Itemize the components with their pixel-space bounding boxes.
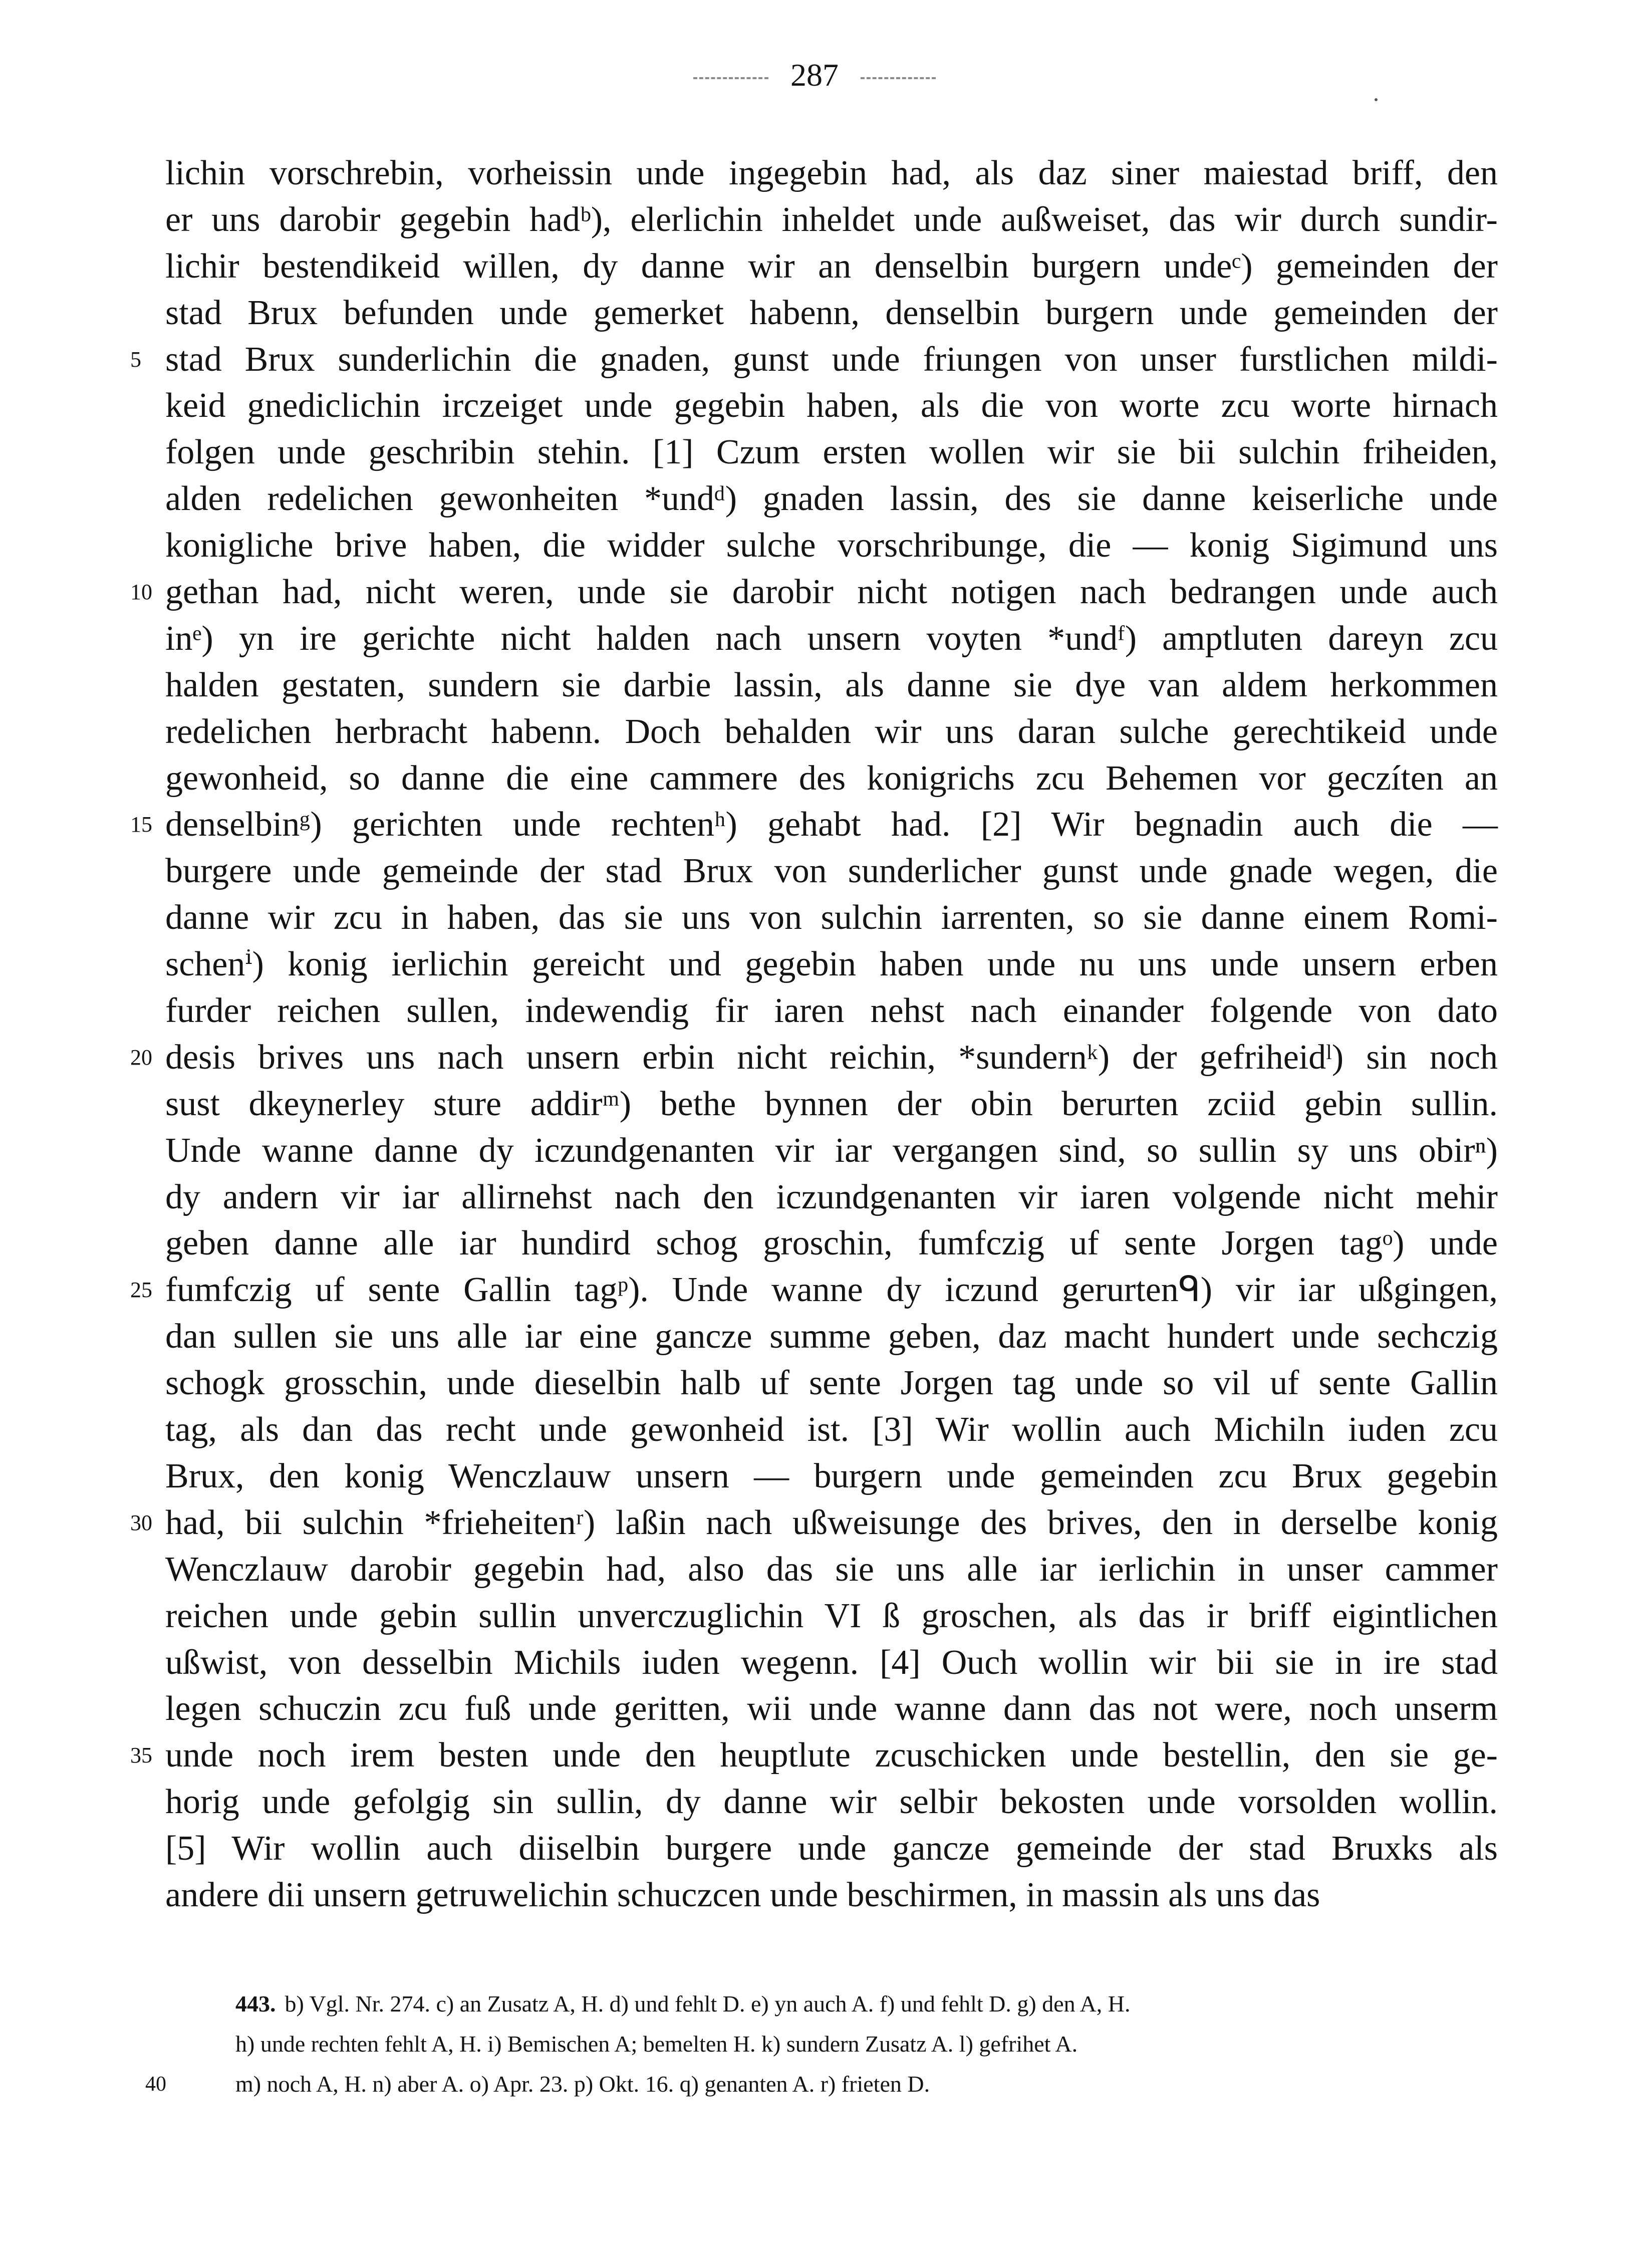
line-text: horig unde gefolgig sin sullin, dy danne wir selbir bekosten unde vorsolden wollin.: [165, 1783, 1498, 1822]
line-text: gewonheid, so danne die eine cammere des konigrichs zcu Behemen vor geczíten an: [165, 759, 1498, 798]
text-line: [165, 755, 1498, 802]
footnote-document-ref: 443.: [235, 1991, 276, 2017]
footnote-line: [235, 1984, 1498, 2024]
header-rule-left: [693, 77, 768, 79]
text-line: [165, 941, 1498, 988]
line-text: Brux, den konig Wenczlauw unsern — burgern unde gemeinden zcu Brux gegebin: [165, 1456, 1498, 1495]
line-text: burgere unde gemeinde der stad Brux von sunderlicher gunst unde gnade wegen, die: [165, 852, 1498, 891]
text-line: [165, 290, 1498, 337]
line-text: gethan had, nicht weren, unde sie darobir nicht notigen nach bedrangen unde auch: [165, 573, 1498, 612]
text-line: [130, 1267, 1498, 1314]
text-line: [165, 895, 1498, 941]
text-line: [165, 848, 1498, 895]
line-text: unde noch irem besten unde den heuptlute zcuschicken unde bestellin, den sie ge-: [165, 1736, 1498, 1775]
line-text: redelichen herbracht habenn. Doch behalden wir uns daran sulche gerechtikeid unde: [165, 712, 1498, 751]
line-text: had, bii sulchin *frieheitenʳ) laßin nach ußweisunge des brives, den in derselbe konig: [165, 1503, 1498, 1542]
line-text: legen schuczin zcu fuß unde geritten, wii unde wanne dann das not were, noch unserm: [165, 1689, 1498, 1728]
line-text: inᵉ) yn ire gerichte nicht halden nach unsern voyten *undᶠ) amptluten dareyn zcu: [165, 619, 1498, 658]
text-line: [165, 1407, 1498, 1453]
text-line: [165, 709, 1498, 755]
line-text: Unde wanne danne dy iczundgenanten vir iar vergangen sind, so sullin sy uns obirⁿ): [165, 1131, 1498, 1170]
text-line: [165, 616, 1498, 662]
page-number: 287: [790, 57, 839, 93]
text-line: [165, 383, 1498, 429]
line-number: 15: [130, 812, 152, 837]
text-line: [165, 1779, 1498, 1826]
line-text: ußwist, von desselbin Michils iuden wegenn. [4] Ouch wollin wir bii sie in ire stad: [165, 1643, 1498, 1682]
line-text: stad Brux befunden unde gemerket habenn, denselbin burgern unde gemeinden der: [165, 293, 1498, 332]
line-number: 5: [130, 347, 141, 372]
line-text: keid gnediclichin irczeiget unde gegebin haben, als die von worte zcu worte hirnach: [165, 386, 1498, 425]
line-text: dy andern vir iar allirnehst nach den iczundgenanten vir iaren volgende nicht mehir: [165, 1177, 1498, 1216]
text-line: [165, 150, 1498, 197]
line-text: lichin vorschrebin, vorheissin unde ingegebin had, als daz siner maiestad briff, den: [165, 154, 1498, 192]
footnote-line: [145, 2064, 1498, 2104]
text-line: [130, 1732, 1498, 1779]
footnote-line: [235, 2024, 1498, 2064]
line-text: furder reichen sullen, indewendig fir iaren nehst nach einander folgende von dato: [165, 991, 1498, 1031]
text-line: [165, 197, 1498, 243]
line-text: er uns darobir gegebin hadᵇ), elerlichin inheldet unde außweiset, das wir durch sundir-: [165, 200, 1498, 239]
line-text: reichen unde gebin sullin unverczuglichin VI ß groschen, als das ir briff eigintlichen: [165, 1596, 1498, 1635]
line-number: 10: [130, 580, 152, 605]
line-text: schenⁱ) konig ierlichin gereicht und gegebin haben unde nu uns unde unsern erben: [165, 945, 1498, 984]
line-text: geben danne alle iar hundird schog groschin, fumfczig uf sente Jorgen tagᵒ) unde: [165, 1224, 1498, 1263]
text-line: [165, 476, 1498, 523]
line-text: halden gestaten, sundern sie darbie lassin, als danne sie dye van aldem herkommen: [165, 665, 1498, 704]
line-number: 25: [130, 1278, 152, 1303]
text-line: [165, 988, 1498, 1035]
text-line: [165, 1872, 1498, 1919]
text-line: [130, 802, 1498, 848]
line-text: konigliche brive haben, die widder sulche vorschribunge, die — konig Sigimund uns: [165, 526, 1498, 565]
text-line: [165, 429, 1498, 476]
main-text: [130, 150, 1498, 1919]
line-text: Wenczlauw darobir gegebin had, also das sie uns alle iar ierlichin in unser cammer: [165, 1550, 1498, 1589]
text-line: [165, 1453, 1498, 1500]
line-text: andere dii unsern getruwelichin schuczcen unde beschirmen, in massin als uns das: [165, 1875, 1320, 1914]
text-line: [165, 523, 1498, 569]
footnote-line-number: 40: [145, 2073, 166, 2096]
line-number: 35: [130, 1743, 152, 1768]
text-line: [165, 1314, 1498, 1360]
footnote-text: b) Vgl. Nr. 274. c) an Zusatz A, H. d) und fehlt D. e) yn auch A. f) und fehlt D. g) den A, H.: [285, 1991, 1131, 2017]
text-line: [165, 1686, 1498, 1732]
line-number: 30: [130, 1510, 152, 1535]
page-header: [0, 59, 1629, 91]
line-text: lichir bestendikeid willen, dy danne wir an denselbin burgern undeᶜ) gemeinden der: [165, 246, 1498, 286]
text-line: [165, 662, 1498, 709]
text-line: [165, 1593, 1498, 1640]
line-text: [5] Wir wollin auch diiselbin burgere unde gancze gemeinde der stad Bruxks als: [165, 1829, 1498, 1868]
line-text: fumfczig uf sente Gallin tagᵖ). Unde wanne dy iczund gerurtenᑫ) vir iar ußgingen,: [165, 1271, 1498, 1310]
text-line: [165, 1360, 1498, 1407]
text-line: [165, 1081, 1498, 1128]
line-text: alden redelichen gewonheiten *undᵈ) gnaden lassin, des sie danne keiserliche unde: [165, 479, 1498, 519]
text-line: [130, 337, 1498, 383]
footnote-text: m) noch A, H. n) aber A. o) Apr. 23. p) Okt. 16. q) genanten A. r) frieten D.: [235, 2071, 930, 2097]
line-text: folgen unde geschribin stehin. [1] Czum ersten wollen wir sie bii sulchin friheiden,: [165, 433, 1498, 472]
text-line: [165, 1640, 1498, 1686]
line-text: dan sullen sie uns alle iar eine gancze summe geben, daz macht hundert unde sechczig: [165, 1317, 1498, 1356]
line-text: danne wir zcu in haben, das sie uns von sulchin iarrenten, so sie danne einem Romi-: [165, 898, 1498, 937]
text-line: [165, 1547, 1498, 1593]
line-text: denselbinᵍ) gerichten unde rechtenʰ) gehabt had. [2] Wir begnadin auch die —: [165, 805, 1498, 844]
text-line: [165, 1826, 1498, 1872]
line-text: stad Brux sunderlichin die gnaden, gunst unde friungen von unser furstlichen mildi-: [165, 340, 1498, 379]
footnote-text: h) unde rechten fehlt A, H. i) Bemischen A; bemelten H. k) sundern Zusatz A. l) gefrihet A.: [235, 2031, 1078, 2057]
line-text: schogk grosschin, unde dieselbin halb uf sente Jorgen tag unde so vil uf sente Gallin: [165, 1364, 1498, 1403]
scan-speck: [1375, 98, 1378, 101]
line-number: 20: [130, 1045, 152, 1070]
line-text: sust dkeynerley sture addirᵐ) bethe bynnen der obin berurten zciid gebin sullin.: [165, 1084, 1498, 1123]
text-line: [130, 569, 1498, 616]
line-text: desis brives uns nach unsern erbin nicht reichin, *sundernᵏ) der gefriheidˡ) sin noch: [165, 1038, 1498, 1077]
text-line: [165, 1174, 1498, 1221]
text-line: [130, 1500, 1498, 1547]
text-line: [165, 1128, 1498, 1174]
text-line: [165, 1220, 1498, 1267]
text-line: [165, 243, 1498, 290]
text-line: [130, 1035, 1498, 1081]
footnotes: [145, 1984, 1498, 2104]
header-rule-right: [861, 77, 936, 79]
line-text: tag, als dan das recht unde gewonheid ist. [3] Wir wollin auch Michiln iuden zcu: [165, 1410, 1498, 1449]
